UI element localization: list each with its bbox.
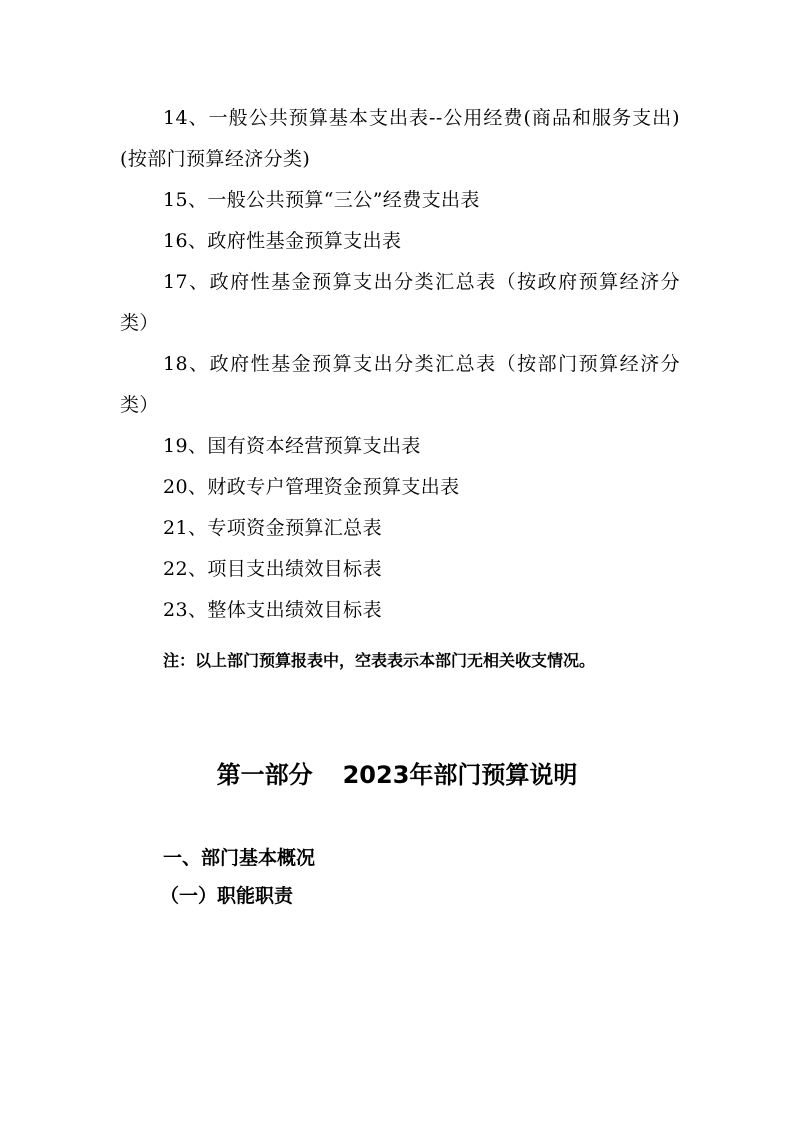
list-item-22: 22、项目支出绩效目标表 xyxy=(163,558,382,580)
part-title-text: 2023年部门预算说明 xyxy=(342,761,578,789)
list-item-19: 19、国有资本经营预算支出表 xyxy=(163,435,421,457)
report-note: 注：以上部门预算报表中，空表表示本部门无相关收支情况。 xyxy=(163,651,596,670)
report-table-list xyxy=(120,98,680,631)
list-item-16: 16、政府性基金预算支出表 xyxy=(163,230,402,252)
list-item-15: 15、一般公共预算“三公”经费支出表 xyxy=(163,189,480,211)
list-item-23: 23、整体支出绩效目标表 xyxy=(163,599,382,621)
subsection-heading-functions: （一）职能职责 xyxy=(160,885,294,907)
part-title xyxy=(0,755,794,795)
section-heading-basic-overview: 一、部门基本概况 xyxy=(163,847,316,869)
list-item-14: 14、一般公共预算基本支出表--公用经费(商品和服务支出)(按部门预算经济分类) xyxy=(120,107,680,170)
part-label: 第一部分 xyxy=(216,761,313,789)
list-item-21: 21、专项资金预算汇总表 xyxy=(163,517,382,539)
list-item-17: 17、政府性基金预算支出分类汇总表（按政府预算经济分类） xyxy=(120,271,680,334)
list-item-18: 18、政府性基金预算支出分类汇总表（按部门预算经济分类） xyxy=(120,353,680,416)
list-item-20: 20、财政专户管理资金预算支出表 xyxy=(163,476,460,498)
